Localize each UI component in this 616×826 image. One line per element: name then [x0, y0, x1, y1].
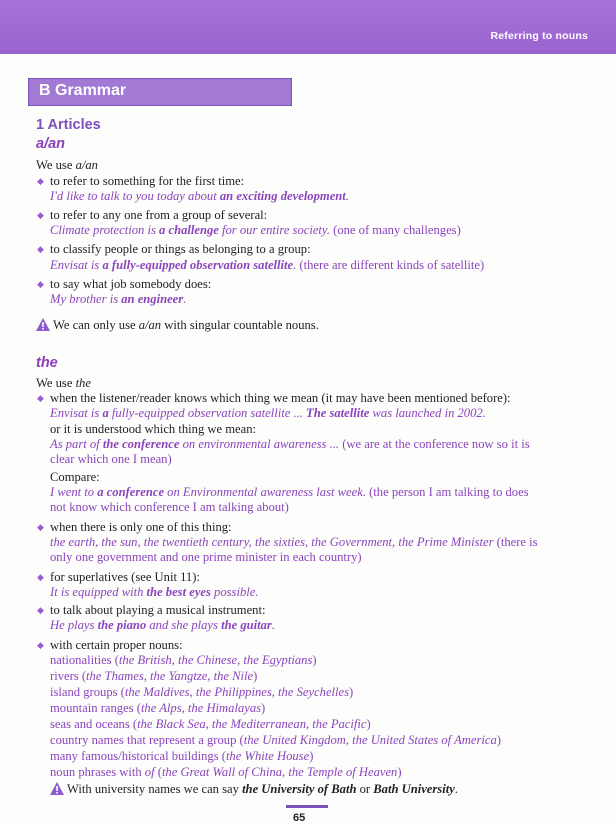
the-point-2: when there is only one of this thing:	[50, 520, 232, 534]
the-warning: With university names we can say the University of Bath or Bath University.	[67, 782, 458, 796]
the-heading: the	[36, 355, 58, 371]
the-point-1-or: or it is understood which thing we mean:	[50, 422, 257, 436]
bullet-icon: ◆	[37, 279, 44, 289]
list-item: island groups (the Maldives, the Philippines, the Seychelles)	[50, 685, 354, 699]
the-point-3: for superlatives (see Unit 11):	[50, 570, 200, 584]
list-item: noun phrases with of (the Great Wall of China, the Temple of Heaven)	[50, 765, 402, 779]
bullet-icon: ◆	[37, 522, 44, 532]
aan-intro: We use a/an	[36, 158, 98, 172]
aan-example-4: My brother is an engineer.	[50, 292, 187, 306]
aan-point-4: to say what job somebody does:	[50, 277, 212, 291]
page-number-rule	[286, 805, 328, 808]
the-compare: Compare:	[50, 470, 100, 484]
the-point-1: when the listener/reader knows which thing we mean (it may have been mentioned before):	[50, 391, 511, 405]
aan-example-1: I'd like to talk to you today about an exciting development.	[50, 189, 349, 203]
the-point-4: to talk about playing a musical instrument:	[50, 603, 266, 617]
aan-warning: We can only use a/an with singular countable nouns.	[53, 318, 319, 332]
bullet-icon: ◆	[37, 393, 44, 403]
list-item: many famous/historical buildings (the White House)	[50, 749, 314, 763]
bullet-icon: ◆	[37, 640, 44, 650]
list-item: rivers (the Thames, the Yangtze, the Nile)	[50, 669, 258, 683]
header-bar	[0, 0, 616, 54]
the-example-2-note: only one government and one prime minister in each country)	[50, 550, 362, 564]
bullet-icon: ◆	[37, 572, 44, 582]
running-title: Referring to nouns	[490, 30, 588, 42]
the-compare-example: I went to a conference on Environmental awareness last week. (the person I am talking to does	[50, 485, 529, 499]
the-intro: We use the	[36, 376, 91, 390]
the-example-1b-note: clear which one I mean)	[50, 452, 172, 466]
section-heading: 1 Articles	[36, 117, 101, 133]
list-item: nationalities (the British, the Chinese, the Egyptians)	[50, 653, 317, 667]
the-example-3: It is equipped with the best eyes possible.	[50, 585, 259, 599]
bullet-icon: ◆	[37, 176, 44, 186]
aan-heading: a/an	[36, 136, 66, 152]
aan-example-2: Climate protection is a challenge for our entire society. (one of many challenges)	[50, 223, 461, 237]
warning-icon	[36, 318, 50, 331]
bullet-icon: ◆	[37, 244, 44, 254]
aan-example-3: Envisat is a fully-equipped observation satellite. (there are different kinds of satellite)	[50, 258, 485, 272]
page-number: 65	[293, 812, 306, 824]
section-label: B Grammar	[39, 82, 127, 99]
list-item: seas and oceans (the Black Sea, the Mediterranean, the Pacific)	[50, 717, 371, 731]
the-point-5: with certain proper nouns:	[50, 638, 183, 652]
the-example-2: the earth, the sun, the twentieth century, the sixties, the Government, the Prime Minister (there is	[50, 535, 538, 549]
list-item: mountain ranges (the Alps, the Himalayas)	[50, 701, 266, 715]
the-example-4: He plays the piano and she plays the guitar.	[50, 618, 275, 632]
bullet-icon: ◆	[37, 605, 44, 615]
list-item: country names that represent a group (the United Kingdom, the United States of America)	[50, 733, 501, 747]
the-example-1: Envisat is a fully-equipped observation satellite ... The satellite was launched in 2002.	[50, 406, 486, 420]
section-label-box	[28, 78, 292, 106]
aan-point-2: to refer to any one from a group of several:	[50, 208, 268, 222]
aan-point-3: to classify people or things as belonging to a group:	[50, 242, 311, 256]
aan-point-1: to refer to something for the first time:	[50, 174, 245, 188]
the-example-1b: As part of the conference on environmental awareness ... (we are at the conference now so it is	[50, 437, 530, 451]
warning-icon	[50, 782, 64, 795]
bullet-icon: ◆	[37, 210, 44, 220]
the-compare-note: not know which conference I am talking about)	[50, 500, 289, 514]
